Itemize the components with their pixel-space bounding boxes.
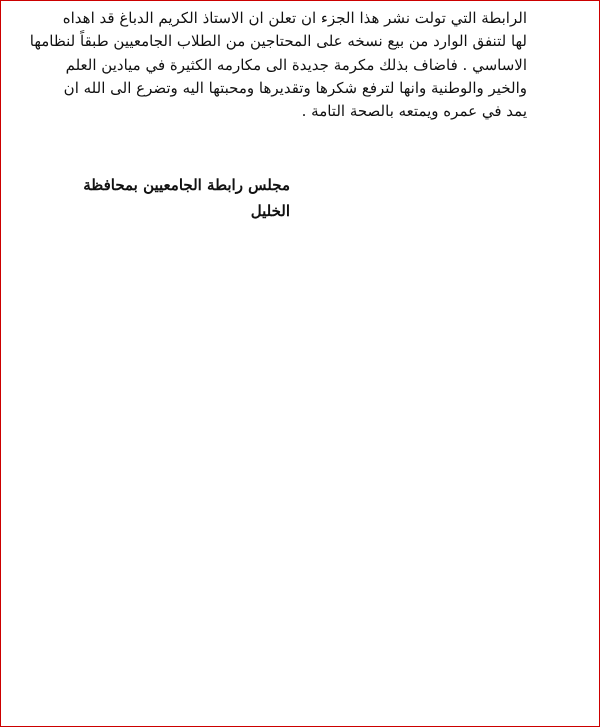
- paragraph-line: يمد في عمره ويمتعه بالصحة التامة .: [301, 102, 527, 121]
- paragraph-line: والخير والوطنية وانها لترفع شكرها وتقديرها ومحبتها اليه وتضرع الى الله ان: [63, 78, 527, 97]
- signature-line: مجلس رابطة الجامعيين بمحافظة: [83, 176, 290, 194]
- paragraph-line: الاساسي . فاضاف بذلك مكرمة جديدة الى مكارمه الكثيرة في ميادين العلم: [65, 55, 527, 74]
- signature-line: الخليل: [250, 202, 290, 220]
- paragraph-line: الرابطة التي تولت نشر هذا الجزء ان تعلن ان الاستاذ الكريم الدباغ قد اهداه: [62, 9, 527, 27]
- signature-block: [83, 172, 290, 224]
- body-paragraph: [29, 7, 527, 123]
- paragraph-line: لها لتنفق الوارد من بيع نسخه على المحتاجين من الطلاب الجامعيين طبقاً لنظامها: [29, 32, 527, 51]
